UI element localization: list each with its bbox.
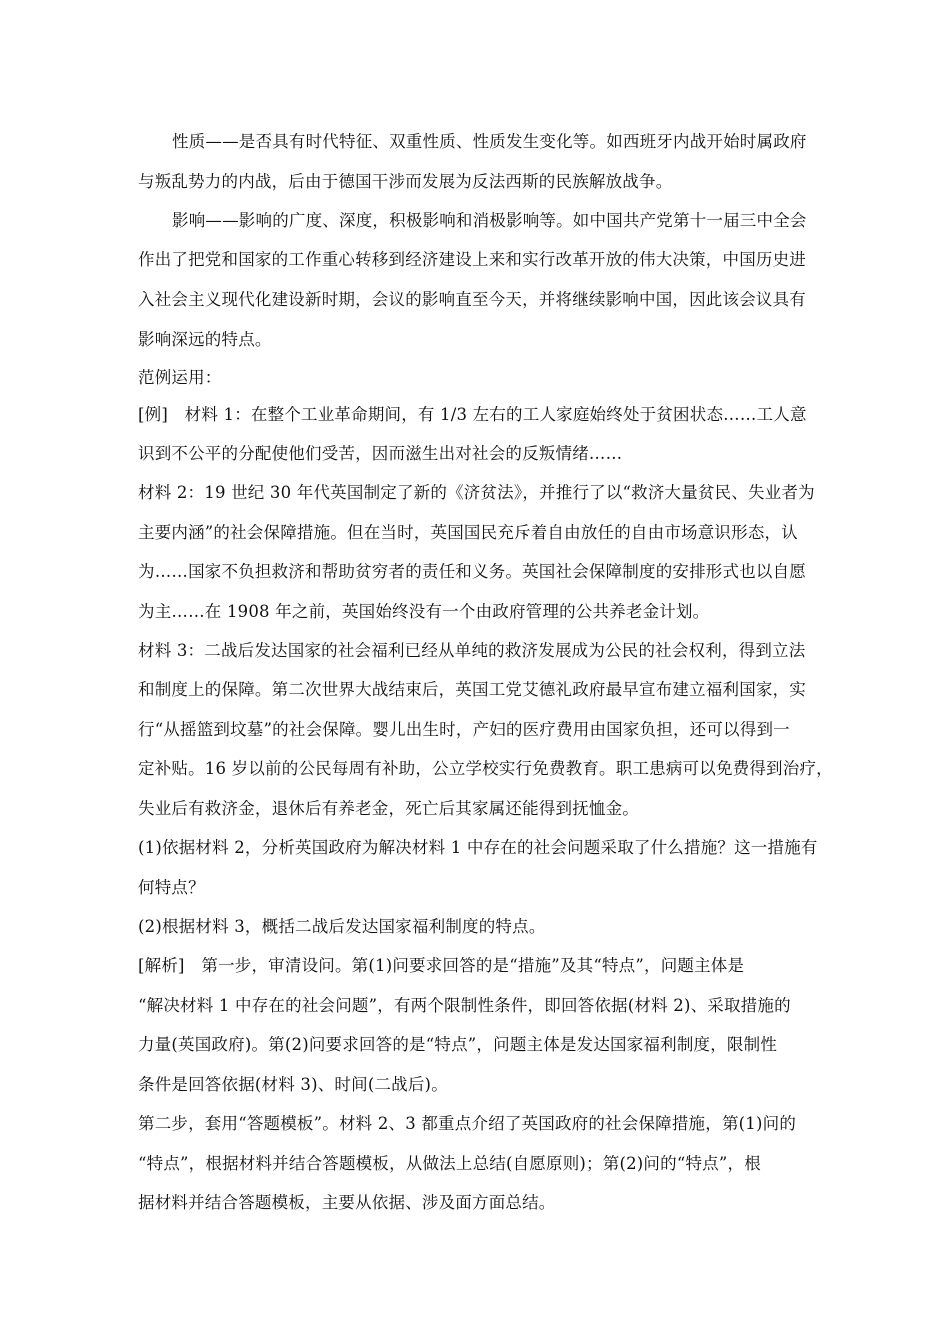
paragraph-line: 入社会主义现代化建设新时期，会议的影响直至今天，并将继续影响中国，因此该会议具有 xyxy=(138,290,806,309)
paragraph-line: 与叛乱势力的内战，后由于德国干涉而发展为反法西斯的民族解放战争。 xyxy=(138,172,673,191)
example-line: [例] 材料 1：在整个工业革命期间，有 1/3 左右的工人家庭始终处于贫困状态……工人意 xyxy=(138,405,807,424)
material-3-line: 材料 3：二战后发达国家的社会福利已经从单纯的救济发展成为公民的社会权利，得到立法 xyxy=(138,641,806,660)
paragraph-line: 为……国家不负担救济和帮助贫穷者的责任和义务。英国社会保障制度的安排形式也以自愿 xyxy=(138,562,806,581)
section-heading: 范例运用： xyxy=(138,368,222,387)
paragraph-line: 主要内涵”的社会保障措施。但在当时，英国国民充斥着自由放任的自由市场意识形态，认 xyxy=(138,523,798,542)
paragraph-line: 性质——是否具有时代特征、双重性质、性质发生变化等。如西班牙内战开始时属政府 xyxy=(172,132,807,151)
analysis-line: [解析] 第一步，审清设问。第(1)问要求回答的是“措施”及其“特点”，问题主体是 xyxy=(138,956,745,975)
paragraph-line: 为主……在 1908 年之前，英国始终没有一个由政府管理的公共养老金计划。 xyxy=(138,602,710,621)
paragraph-line: 作出了把党和国家的工作重心转移到经济建设上来和实行改革开放的伟大决策，中国历史进 xyxy=(138,250,806,269)
question-2-line: (2)根据材料 3，概括二战后发达国家福利制度的特点。 xyxy=(138,917,546,936)
paragraph-line: 和制度上的保障。第二次世界大战结束后，英国工党艾德礼政府最早宣布建立福利国家，实 xyxy=(138,680,806,699)
paragraph-line: 失业后有救济金，退休后有养老金，死亡后其家属还能得到抚恤金。 xyxy=(138,799,639,818)
paragraph-line: 何特点？ xyxy=(138,878,205,897)
paragraph-line: 条件是回答依据(材料 3)、时间(二战后)。 xyxy=(138,1075,448,1094)
question-1-line: (1)依据材料 2，分析英国政府为解决材料 1 中存在的社会问题采取了什么措施？这一措施有 xyxy=(138,838,818,857)
paragraph-line: 力量(英国政府)。第(2)问要求回答的是“特点”，问题主体是发达国家福利制度，限制性 xyxy=(138,1035,778,1054)
paragraph-line: 行“从摇篮到坟墓”的社会保障。婴儿出生时，产妇的医疗费用由国家负担，还可以得到一 xyxy=(138,720,790,739)
step-2-line: 第二步，套用“答题模板”。材料 2、3 都重点介绍了英国政府的社会保障措施，第(1)问的 xyxy=(138,1114,797,1133)
paragraph-line: 影响深远的特点。 xyxy=(138,330,272,349)
paragraph-line: 影响——影响的广度、深度，积极影响和消极影响等。如中国共产党第十一届三中全会 xyxy=(172,211,807,230)
material-2-line: 材料 2：19 世纪 30 年代英国制定了新的《济贫法》，并推行了以“救济大量贫民、失业者为 xyxy=(138,483,815,502)
paragraph-line: 识到不公平的分配使他们受苦，因而滋生出对社会的反叛情绪…… xyxy=(138,444,623,463)
paragraph-line: 定补贴。16 岁以前的公民每周有补助，公立学校实行免费教育。职工患病可以免费得到治疗， xyxy=(138,759,833,778)
paragraph-line: “解决材料 1 中存在的社会问题”，有两个限制性条件，即回答依据(材料 2)、采取措施的 xyxy=(138,996,791,1015)
paragraph-line: 据材料并结合答题模板，主要从依据、涉及面方面总结。 xyxy=(138,1193,556,1212)
paragraph-line: “特点”，根据材料并结合答题模板，从做法上总结(自愿原则)；第(2)问的“特点”，根 xyxy=(138,1154,761,1173)
